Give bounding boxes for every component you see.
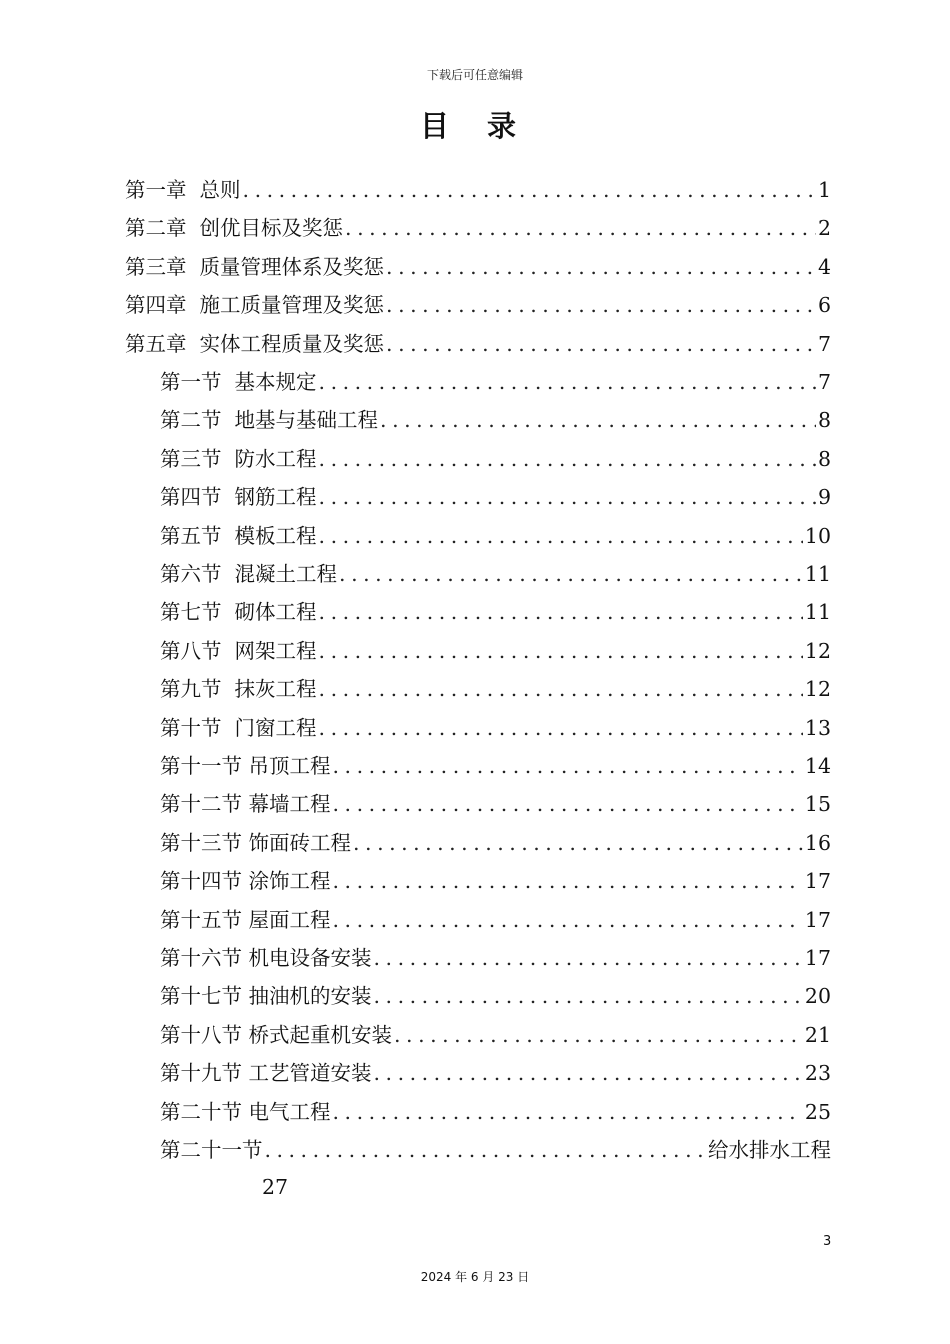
dot-leader bbox=[319, 478, 816, 516]
toc-entry-section[interactable] bbox=[160, 670, 831, 708]
toc-entry-section[interactable] bbox=[160, 401, 831, 439]
toc-entry-chapter[interactable] bbox=[125, 248, 831, 286]
toc-entry-page: 1 bbox=[817, 178, 831, 202]
toc-entry-label: 第十八节 桥式起重机安装 bbox=[160, 1023, 393, 1047]
dot-leader bbox=[374, 939, 803, 977]
toc-entry-label: 第五节 模板工程 bbox=[160, 524, 317, 548]
toc-entry-section[interactable] bbox=[160, 747, 831, 785]
toc-entry-page: 17 bbox=[804, 869, 831, 893]
dot-leader bbox=[333, 747, 803, 785]
toc-entry-label: 第十节 门窗工程 bbox=[160, 716, 317, 740]
toc-entry-section[interactable] bbox=[160, 939, 831, 977]
toc-entry-label: 第四节 钢筋工程 bbox=[160, 485, 317, 509]
dot-leader bbox=[319, 632, 803, 670]
dot-leader bbox=[333, 785, 803, 823]
toc-entry-label: 第二十一节 bbox=[160, 1138, 263, 1162]
toc-entry-section[interactable] bbox=[160, 1054, 831, 1092]
dot-leader bbox=[386, 286, 816, 324]
toc-entry-page: 11 bbox=[804, 600, 831, 624]
toc-entry-label: 第二章 创优目标及奖惩 bbox=[125, 216, 344, 240]
toc-entry-label: 第十五节 屋面工程 bbox=[160, 908, 331, 932]
dot-leader bbox=[353, 824, 803, 862]
toc-title: 目 录 bbox=[419, 109, 531, 143]
dot-leader bbox=[386, 248, 816, 286]
toc-entry-label: 第四章 施工质量管理及奖惩 bbox=[125, 293, 385, 317]
toc-entry-label: 第十二节 幕墙工程 bbox=[160, 792, 331, 816]
dot-leader bbox=[380, 401, 816, 439]
footer-date: 2024 年 6 月 23 日 bbox=[420, 1270, 530, 1284]
toc-entry-section[interactable] bbox=[160, 440, 831, 478]
toc-entry-section[interactable] bbox=[160, 593, 831, 631]
toc-entry-page: 7 bbox=[817, 332, 831, 356]
dot-leader bbox=[394, 1016, 803, 1054]
toc-entry-label: 第十四节 涂饰工程 bbox=[160, 869, 331, 893]
toc-entry-page: 12 bbox=[804, 639, 831, 663]
toc-entry-page: 2 bbox=[817, 216, 831, 240]
toc-entry-page: 11 bbox=[804, 562, 831, 586]
dot-leader bbox=[319, 440, 816, 478]
dot-leader bbox=[333, 862, 803, 900]
toc-entry-section-wrapped[interactable] bbox=[160, 1131, 831, 1169]
toc-entry-label: 第十三节 饰面砖工程 bbox=[160, 831, 352, 855]
toc-entry-page: 15 bbox=[804, 792, 831, 816]
page-number: 3 bbox=[823, 1234, 832, 1249]
toc-entry-section[interactable] bbox=[160, 901, 831, 939]
toc-entry-chapter[interactable] bbox=[125, 286, 831, 324]
toc-entry-page: 25 bbox=[804, 1100, 831, 1124]
dot-leader bbox=[319, 363, 816, 401]
toc-entry-page: 12 bbox=[804, 677, 831, 701]
toc-entry-page: 20 bbox=[804, 984, 831, 1008]
toc-entry-label: 第八节 网架工程 bbox=[160, 639, 317, 663]
dot-leader bbox=[243, 171, 816, 209]
toc-entry-section[interactable] bbox=[160, 555, 831, 593]
toc-entry-label: 第三节 防水工程 bbox=[160, 447, 317, 471]
toc-entry-section[interactable] bbox=[160, 785, 831, 823]
toc-entry-section[interactable] bbox=[160, 363, 831, 401]
toc-entry-label: 第二节 地基与基础工程 bbox=[160, 408, 379, 432]
toc-entry-page: 13 bbox=[804, 716, 831, 740]
toc-entry-page: 10 bbox=[804, 524, 831, 548]
dot-leader bbox=[333, 901, 803, 939]
toc-entry-page: 14 bbox=[804, 754, 831, 778]
toc-entry-label: 第三章 质量管理体系及奖惩 bbox=[125, 255, 385, 279]
toc-entry-section[interactable] bbox=[160, 517, 831, 555]
toc-entry-chapter[interactable] bbox=[125, 209, 831, 247]
toc-entry-chapter[interactable] bbox=[125, 325, 831, 363]
toc-entry-section[interactable] bbox=[160, 977, 831, 1015]
toc-entry-page: 27 bbox=[262, 1175, 289, 1199]
toc-entry-label: 第九节 抹灰工程 bbox=[160, 677, 317, 701]
toc-entry-label: 第十九节 工艺管道安装 bbox=[160, 1061, 372, 1085]
dot-leader bbox=[333, 1093, 803, 1131]
toc-entry-chapter[interactable] bbox=[125, 171, 831, 209]
dot-leader bbox=[374, 977, 803, 1015]
toc-entry-label: 第七节 砌体工程 bbox=[160, 600, 317, 624]
toc-entry-page: 9 bbox=[817, 485, 831, 509]
toc-entry-page: 17 bbox=[804, 946, 831, 970]
toc-entry-label: 第五章 实体工程质量及奖惩 bbox=[125, 332, 385, 356]
toc-entry-page: 8 bbox=[817, 447, 831, 471]
toc-entry-label: 第一章 总则 bbox=[125, 178, 241, 202]
toc-entry-label: 第六节 混凝土工程 bbox=[160, 562, 338, 586]
toc-entry-section[interactable] bbox=[160, 478, 831, 516]
dot-leader bbox=[319, 593, 803, 631]
toc-entry-label: 第一节 基本规定 bbox=[160, 370, 317, 394]
dot-leader bbox=[319, 670, 803, 708]
dot-leader bbox=[319, 517, 803, 555]
toc-entry-page: 17 bbox=[804, 908, 831, 932]
toc-entry-page: 21 bbox=[804, 1023, 831, 1047]
toc-entry-section[interactable] bbox=[160, 862, 831, 900]
toc-entry-section[interactable] bbox=[160, 1093, 831, 1131]
toc-entry-label: 第二十节 电气工程 bbox=[160, 1100, 331, 1124]
toc-entry-label: 第十七节 抽油机的安装 bbox=[160, 984, 372, 1008]
toc-entry-section[interactable] bbox=[160, 1016, 831, 1054]
dot-leader bbox=[374, 1054, 803, 1092]
toc-entry-page: 8 bbox=[817, 408, 831, 432]
page-header: 下载后可任意编辑 bbox=[426, 68, 523, 82]
toc-entry-trailing-label: 给水排水工程 bbox=[708, 1138, 831, 1162]
toc-entry-page: 23 bbox=[804, 1061, 831, 1085]
toc-entry-page: 6 bbox=[817, 293, 831, 317]
dot-leader bbox=[265, 1131, 707, 1169]
toc-entry-page: 4 bbox=[817, 255, 831, 279]
dot-leader bbox=[345, 209, 816, 247]
toc-entry-section[interactable] bbox=[160, 824, 831, 862]
dot-leader bbox=[386, 325, 816, 363]
toc-entry-label: 第十六节 机电设备安装 bbox=[160, 946, 372, 970]
toc-entry-label: 第十一节 吊顶工程 bbox=[160, 754, 331, 778]
toc-entry-section[interactable] bbox=[160, 709, 831, 747]
toc-entry-section[interactable] bbox=[160, 632, 831, 670]
dot-leader bbox=[339, 555, 803, 593]
dot-leader bbox=[319, 709, 803, 747]
toc-entry-page: 16 bbox=[804, 831, 831, 855]
toc-entry-page: 7 bbox=[817, 370, 831, 394]
